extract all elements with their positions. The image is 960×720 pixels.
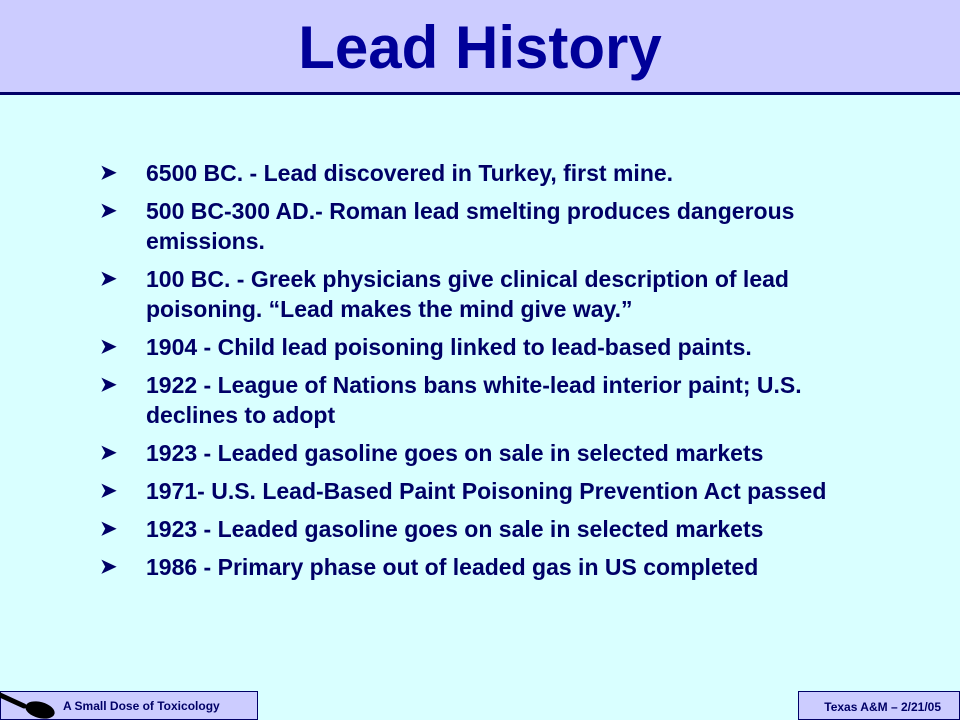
arrow-bullet-icon: ➤ [100,336,117,358]
arrow-bullet-icon: ➤ [100,162,117,184]
bullet-text: 500 BC-300 AD.- Roman lead smelting produces dangerous emissions. [146,198,795,254]
bullet-item [100,332,880,362]
bullet-text: 1904 - Child lead poisoning linked to lead-based paints. [146,334,752,360]
bullet-text: 1922 - League of Nations bans white-lead interior paint; U.S. declines to adopt [146,372,802,428]
arrow-bullet-icon: ➤ [100,374,117,396]
bullet-item [100,370,880,430]
bullet-text: 100 BC. - Greek physicians give clinical description of lead poisoning. “Lead makes the mind give way.” [146,266,789,322]
footer-left-text: A Small Dose of Toxicology [63,699,220,713]
footer-right-text: Texas A&M – 2/21/05 [824,700,941,714]
arrow-bullet-icon: ➤ [100,268,117,290]
bullet-text: 6500 BC. - Lead discovered in Turkey, first mine. [146,160,674,186]
spoon-icon [0,686,62,720]
bullet-text: 1971- U.S. Lead-Based Paint Poisoning Prevention Act passed [146,478,827,504]
arrow-bullet-icon: ➤ [100,442,117,464]
arrow-bullet-icon: ➤ [100,480,117,502]
bullet-item [100,476,880,506]
bullet-item [100,514,880,544]
bullet-item [100,438,880,468]
arrow-bullet-icon: ➤ [100,518,117,540]
slide-title: Lead History [298,14,662,81]
arrow-bullet-icon: ➤ [100,556,117,578]
bullet-item [100,264,880,324]
footer-right-box [798,691,960,720]
bullet-text: 1923 - Leaded gasoline goes on sale in selected markets [146,440,764,466]
bullet-text: 1923 - Leaded gasoline goes on sale in selected markets [146,516,764,542]
bullet-item [100,552,880,582]
arrow-bullet-icon: ➤ [100,200,117,222]
bullet-item [100,196,880,256]
bullet-text: 1986 - Primary phase out of leaded gas in US completed [146,554,759,580]
bullet-item [100,158,880,188]
bullet-list [100,158,880,590]
title-bar [0,0,960,95]
